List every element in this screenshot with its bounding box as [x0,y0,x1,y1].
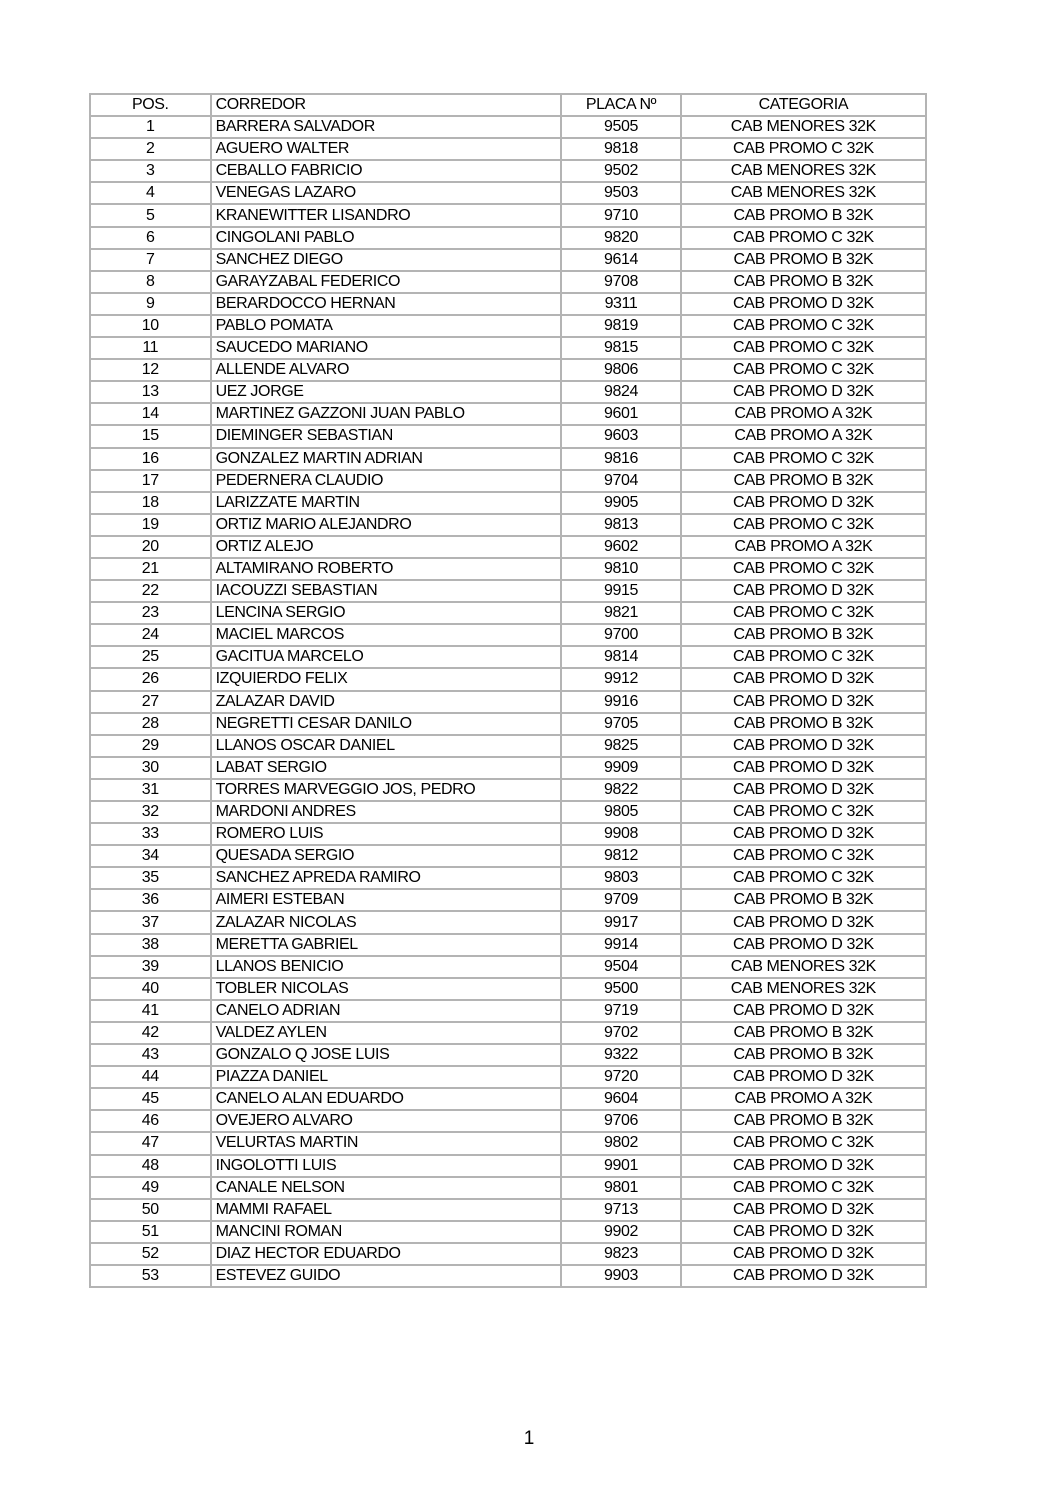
cell-pos: 18 [90,492,211,514]
cell-categoria: CAB PROMO C 32K [681,448,926,470]
table-row [90,801,926,823]
cell-categoria: CAB PROMO D 32K [681,1221,926,1243]
table-row [90,845,926,867]
cell-corredor: LENCINA SERGIO [211,602,562,624]
cell-placa: 9909 [561,757,681,779]
cell-pos: 34 [90,845,211,867]
cell-corredor: ALTAMIRANO ROBERTO [211,558,562,580]
cell-corredor: CINGOLANI PABLO [211,227,562,249]
cell-categoria: CAB PROMO D 32K [681,381,926,403]
cell-categoria: CAB PROMO D 32K [681,1265,926,1287]
cell-pos: 39 [90,956,211,978]
table-row [90,1221,926,1243]
cell-pos: 21 [90,558,211,580]
cell-placa: 9502 [561,160,681,182]
table-row [90,624,926,646]
cell-categoria: CAB PROMO D 32K [681,1199,926,1221]
table-header-row [90,94,926,116]
cell-placa: 9705 [561,713,681,735]
cell-pos: 40 [90,978,211,1000]
cell-pos: 4 [90,182,211,204]
cell-corredor: MANCINI ROMAN [211,1221,562,1243]
cell-pos: 46 [90,1110,211,1132]
cell-categoria: CAB PROMO D 32K [681,735,926,757]
table-row [90,735,926,757]
table-row [90,536,926,558]
cell-pos: 25 [90,646,211,668]
cell-categoria: CAB PROMO B 32K [681,1044,926,1066]
table-row [90,1066,926,1088]
cell-pos: 12 [90,359,211,381]
table-row [90,337,926,359]
cell-pos: 15 [90,425,211,447]
cell-placa: 9604 [561,1088,681,1110]
cell-corredor: UEZ JORGE [211,381,562,403]
cell-pos: 27 [90,691,211,713]
cell-categoria: CAB PROMO B 32K [681,1022,926,1044]
cell-corredor: PIAZZA DANIEL [211,1066,562,1088]
cell-pos: 28 [90,713,211,735]
table-row [90,293,926,315]
table-row [90,602,926,624]
cell-pos: 44 [90,1066,211,1088]
cell-placa: 9708 [561,271,681,293]
cell-categoria: CAB PROMO A 32K [681,425,926,447]
cell-categoria: CAB PROMO C 32K [681,1132,926,1154]
cell-placa: 9819 [561,315,681,337]
table-row [90,470,926,492]
table-row [90,1088,926,1110]
cell-categoria: CAB PROMO C 32K [681,315,926,337]
cell-placa: 9825 [561,735,681,757]
cell-pos: 19 [90,514,211,536]
table-row [90,160,926,182]
cell-categoria: CAB PROMO D 32K [681,911,926,933]
cell-categoria: CAB PROMO D 32K [681,779,926,801]
cell-corredor: ROMERO LUIS [211,823,562,845]
cell-placa: 9311 [561,293,681,315]
cell-placa: 9905 [561,492,681,514]
cell-placa: 9822 [561,779,681,801]
cell-pos: 23 [90,602,211,624]
cell-pos: 41 [90,1000,211,1022]
cell-categoria: CAB PROMO C 32K [681,337,926,359]
cell-categoria: CAB MENORES 32K [681,116,926,138]
table-row [90,934,926,956]
cell-categoria: CAB PROMO C 32K [681,227,926,249]
header-categoria: CATEGORIA [681,94,926,116]
cell-corredor: LLANOS BENICIO [211,956,562,978]
cell-categoria: CAB PROMO B 32K [681,204,926,226]
table-row [90,956,926,978]
cell-placa: 9601 [561,403,681,425]
cell-categoria: CAB PROMO C 32K [681,845,926,867]
cell-corredor: GARAYZABAL FEDERICO [211,271,562,293]
cell-categoria: CAB PROMO C 32K [681,602,926,624]
cell-pos: 20 [90,536,211,558]
cell-placa: 9710 [561,204,681,226]
cell-placa: 9821 [561,602,681,624]
cell-pos: 35 [90,867,211,889]
cell-placa: 9713 [561,1199,681,1221]
header-corredor: CORREDOR [211,94,562,116]
cell-categoria: CAB PROMO D 32K [681,293,926,315]
cell-corredor: CANELO ALAN EDUARDO [211,1088,562,1110]
cell-corredor: ALLENDE ALVARO [211,359,562,381]
cell-categoria: CAB PROMO A 32K [681,1088,926,1110]
cell-placa: 9916 [561,691,681,713]
cell-categoria: CAB PROMO D 32K [681,580,926,602]
cell-pos: 43 [90,1044,211,1066]
cell-categoria: CAB PROMO D 32K [681,757,926,779]
table-row [90,227,926,249]
cell-placa: 9700 [561,624,681,646]
cell-corredor: ESTEVEZ GUIDO [211,1265,562,1287]
cell-corredor: LABAT SERGIO [211,757,562,779]
cell-corredor: KRANEWITTER LISANDRO [211,204,562,226]
cell-pos: 1 [90,116,211,138]
cell-corredor: MARDONI ANDRES [211,801,562,823]
cell-corredor: ORTIZ MARIO ALEJANDRO [211,514,562,536]
table-row [90,249,926,271]
table-row [90,911,926,933]
cell-categoria: CAB PROMO D 32K [681,1243,926,1265]
table-row [90,757,926,779]
cell-corredor: SANCHEZ DIEGO [211,249,562,271]
table-row [90,182,926,204]
cell-pos: 26 [90,668,211,690]
cell-pos: 36 [90,889,211,911]
cell-categoria: CAB PROMO B 32K [681,1110,926,1132]
header-placa: PLACA Nº [561,94,681,116]
cell-corredor: MERETTA GABRIEL [211,934,562,956]
cell-categoria: CAB PROMO C 32K [681,646,926,668]
cell-corredor: DIEMINGER SEBASTIAN [211,425,562,447]
cell-corredor: CANALE NELSON [211,1177,562,1199]
cell-pos: 7 [90,249,211,271]
cell-corredor: AGUERO WALTER [211,138,562,160]
cell-placa: 9802 [561,1132,681,1154]
cell-pos: 8 [90,271,211,293]
cell-placa: 9814 [561,646,681,668]
cell-corredor: PABLO POMATA [211,315,562,337]
cell-corredor: GONZALO Q JOSE LUIS [211,1044,562,1066]
results-table [89,93,927,1288]
cell-categoria: CAB PROMO A 32K [681,536,926,558]
cell-corredor: MARTINEZ GAZZONI JUAN PABLO [211,403,562,425]
cell-categoria: CAB PROMO A 32K [681,403,926,425]
cell-pos: 3 [90,160,211,182]
cell-corredor: SANCHEZ APREDA RAMIRO [211,867,562,889]
cell-placa: 9915 [561,580,681,602]
table-row [90,492,926,514]
table-row [90,867,926,889]
cell-placa: 9823 [561,1243,681,1265]
table-row [90,646,926,668]
cell-pos: 38 [90,934,211,956]
cell-categoria: CAB PROMO D 32K [681,492,926,514]
cell-placa: 9818 [561,138,681,160]
table-row [90,1000,926,1022]
cell-corredor: BARRERA SALVADOR [211,116,562,138]
cell-placa: 9912 [561,668,681,690]
cell-pos: 33 [90,823,211,845]
table-row [90,978,926,1000]
table-row [90,448,926,470]
cell-corredor: BERARDOCCO HERNAN [211,293,562,315]
cell-corredor: IACOUZZI SEBASTIAN [211,580,562,602]
cell-placa: 9815 [561,337,681,359]
cell-pos: 9 [90,293,211,315]
cell-categoria: CAB PROMO D 32K [681,1000,926,1022]
cell-placa: 9914 [561,934,681,956]
cell-categoria: CAB PROMO D 32K [681,1066,926,1088]
cell-corredor: ZALAZAR DAVID [211,691,562,713]
cell-pos: 48 [90,1155,211,1177]
cell-pos: 51 [90,1221,211,1243]
cell-categoria: CAB PROMO C 32K [681,138,926,160]
table-row [90,514,926,536]
cell-placa: 9812 [561,845,681,867]
cell-corredor: TOBLER NICOLAS [211,978,562,1000]
cell-corredor: LARIZZATE MARTIN [211,492,562,514]
table-row [90,1155,926,1177]
cell-pos: 37 [90,911,211,933]
cell-pos: 10 [90,315,211,337]
table-row [90,691,926,713]
cell-placa: 9801 [561,1177,681,1199]
table-row [90,558,926,580]
cell-categoria: CAB PROMO C 32K [681,558,926,580]
table-row [90,1044,926,1066]
cell-pos: 52 [90,1243,211,1265]
cell-placa: 9901 [561,1155,681,1177]
cell-placa: 9500 [561,978,681,1000]
cell-categoria: CAB PROMO B 32K [681,889,926,911]
cell-pos: 29 [90,735,211,757]
table-row [90,116,926,138]
cell-pos: 16 [90,448,211,470]
cell-placa: 9322 [561,1044,681,1066]
cell-pos: 50 [90,1199,211,1221]
cell-pos: 42 [90,1022,211,1044]
table-row [90,403,926,425]
table-row [90,138,926,160]
table-row [90,359,926,381]
cell-corredor: NEGRETTI CESAR DANILO [211,713,562,735]
cell-corredor: INGOLOTTI LUIS [211,1155,562,1177]
cell-corredor: CANELO ADRIAN [211,1000,562,1022]
cell-pos: 5 [90,204,211,226]
cell-placa: 9917 [561,911,681,933]
cell-categoria: CAB PROMO B 32K [681,271,926,293]
cell-placa: 9503 [561,182,681,204]
cell-categoria: CAB PROMO B 32K [681,624,926,646]
table-row [90,823,926,845]
cell-corredor: QUESADA SERGIO [211,845,562,867]
cell-placa: 9810 [561,558,681,580]
cell-pos: 47 [90,1132,211,1154]
cell-placa: 9603 [561,425,681,447]
cell-categoria: CAB PROMO B 32K [681,470,926,492]
cell-pos: 45 [90,1088,211,1110]
cell-categoria: CAB MENORES 32K [681,182,926,204]
cell-placa: 9816 [561,448,681,470]
cell-placa: 9706 [561,1110,681,1132]
cell-corredor: MAMMI RAFAEL [211,1199,562,1221]
cell-placa: 9719 [561,1000,681,1022]
cell-corredor: VELURTAS MARTIN [211,1132,562,1154]
table-row [90,381,926,403]
cell-corredor: CEBALLO FABRICIO [211,160,562,182]
cell-placa: 9824 [561,381,681,403]
cell-categoria: CAB PROMO C 32K [681,359,926,381]
cell-corredor: VALDEZ AYLEN [211,1022,562,1044]
cell-placa: 9709 [561,889,681,911]
cell-categoria: CAB PROMO C 32K [681,801,926,823]
cell-pos: 14 [90,403,211,425]
cell-categoria: CAB MENORES 32K [681,160,926,182]
table-row [90,1243,926,1265]
table-row [90,580,926,602]
cell-categoria: CAB PROMO D 32K [681,823,926,845]
table-row [90,1022,926,1044]
cell-pos: 6 [90,227,211,249]
cell-corredor: VENEGAS LAZARO [211,182,562,204]
cell-placa: 9902 [561,1221,681,1243]
cell-corredor: PEDERNERA CLAUDIO [211,470,562,492]
cell-pos: 17 [90,470,211,492]
cell-corredor: LLANOS OSCAR DANIEL [211,735,562,757]
cell-pos: 30 [90,757,211,779]
cell-placa: 9602 [561,536,681,558]
header-pos: POS. [90,94,211,116]
cell-corredor: ZALAZAR NICOLAS [211,911,562,933]
cell-corredor: TORRES MARVEGGIO JOS, PEDRO [211,779,562,801]
table-row [90,1265,926,1287]
table-row [90,1132,926,1154]
cell-corredor: GONZALEZ MARTIN ADRIAN [211,448,562,470]
cell-categoria: CAB PROMO B 32K [681,713,926,735]
cell-corredor: OVEJERO ALVARO [211,1110,562,1132]
cell-corredor: AIMERI ESTEBAN [211,889,562,911]
cell-placa: 9504 [561,956,681,978]
table-row [90,1110,926,1132]
table-row [90,713,926,735]
cell-placa: 9908 [561,823,681,845]
cell-pos: 53 [90,1265,211,1287]
cell-categoria: CAB PROMO C 32K [681,867,926,889]
cell-pos: 32 [90,801,211,823]
cell-pos: 22 [90,580,211,602]
table-row [90,315,926,337]
cell-placa: 9704 [561,470,681,492]
cell-corredor: IZQUIERDO FELIX [211,668,562,690]
cell-pos: 24 [90,624,211,646]
table-row [90,1177,926,1199]
cell-categoria: CAB PROMO D 32K [681,691,926,713]
cell-pos: 11 [90,337,211,359]
table-row [90,889,926,911]
cell-categoria: CAB PROMO C 32K [681,514,926,536]
table-row [90,425,926,447]
cell-pos: 49 [90,1177,211,1199]
table-row [90,779,926,801]
cell-pos: 31 [90,779,211,801]
cell-categoria: CAB PROMO D 32K [681,1155,926,1177]
cell-placa: 9702 [561,1022,681,1044]
cell-placa: 9803 [561,867,681,889]
table-row [90,271,926,293]
cell-categoria: CAB MENORES 32K [681,978,926,1000]
table-row [90,204,926,226]
cell-placa: 9806 [561,359,681,381]
cell-corredor: GACITUA MARCELO [211,646,562,668]
cell-placa: 9820 [561,227,681,249]
cell-placa: 9505 [561,116,681,138]
cell-pos: 13 [90,381,211,403]
cell-categoria: CAB PROMO D 32K [681,934,926,956]
cell-categoria: CAB MENORES 32K [681,956,926,978]
cell-placa: 9813 [561,514,681,536]
cell-placa: 9805 [561,801,681,823]
cell-corredor: MACIEL MARCOS [211,624,562,646]
cell-corredor: ORTIZ ALEJO [211,536,562,558]
cell-categoria: CAB PROMO C 32K [681,1177,926,1199]
cell-placa: 9903 [561,1265,681,1287]
cell-corredor: DIAZ HECTOR EDUARDO [211,1243,562,1265]
table-row [90,1199,926,1221]
cell-pos: 2 [90,138,211,160]
cell-placa: 9614 [561,249,681,271]
cell-categoria: CAB PROMO D 32K [681,668,926,690]
cell-categoria: CAB PROMO B 32K [681,249,926,271]
table-row [90,668,926,690]
cell-corredor: SAUCEDO MARIANO [211,337,562,359]
page-number: 1 [523,1428,535,1449]
cell-placa: 9720 [561,1066,681,1088]
